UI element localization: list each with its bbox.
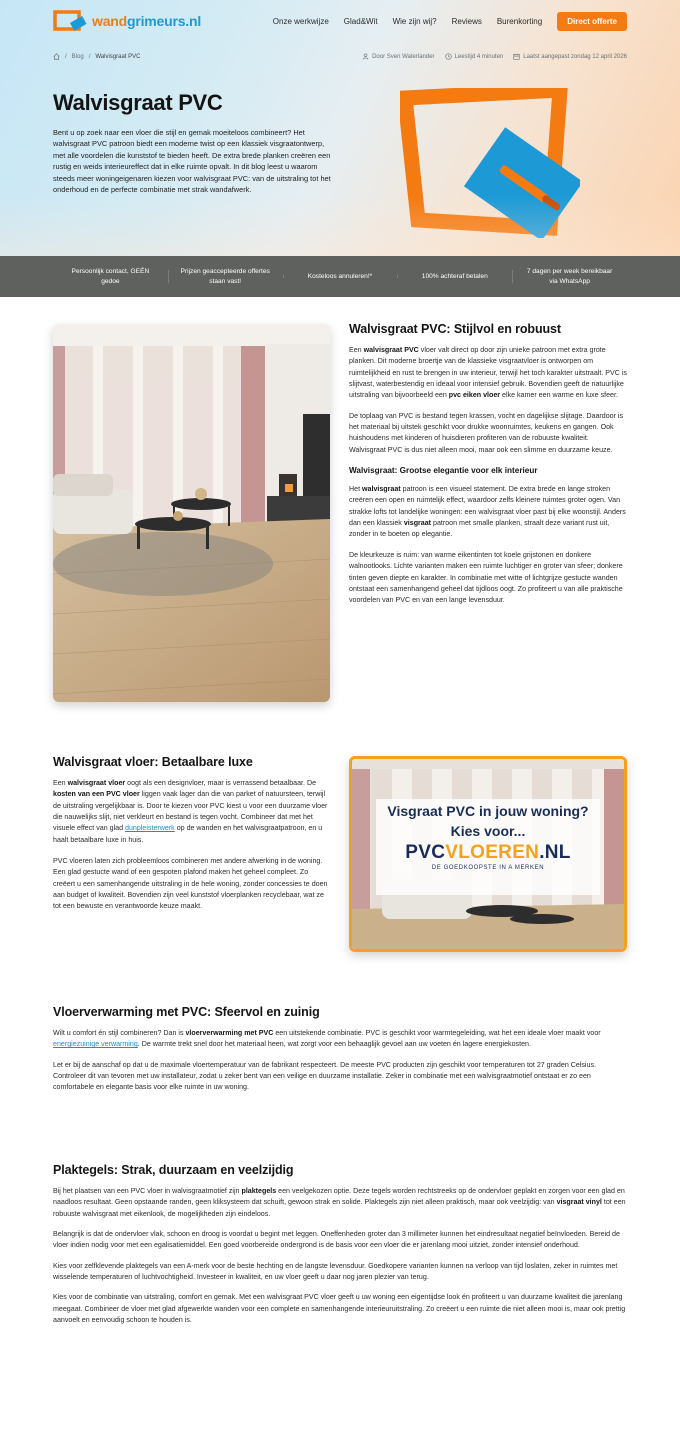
living-room-photo <box>53 324 330 702</box>
logo-text-bold: wand <box>92 13 127 29</box>
section-betaalbare-luxe <box>53 755 331 913</box>
paragraph: Het walvisgraat patroon is een visueel statement. De extra brede en lange stroken creëren een open en ruimtelijk effect, waardoor zelfs kleinere ruimtes groter ogen. Van strakke lofts tot landelijke woningen: een walvisgraat vloer past bij elke woonstijl. Anders dan een klassiek visgraat patroon met smalle planken, straalt deze variant rust uit, zonder in te boeten op elegantie. <box>349 485 626 539</box>
paragraph: Kies voor zelfklevende plaktegels van een A-merk voor de beste hechting en de langste levensduur. Goedkopere varianten kunnen na verloop van tijd loslaten, zeker in ruimtes met wisselende temperaturen of luchtvochtigheid. Investeer in kwaliteit, en uw vloer geeft u daar nog jaren plezier van terug. <box>53 1261 618 1282</box>
frame-trowel-illustration <box>400 88 580 238</box>
meta-read-time: Leestijd 4 minuten <box>454 53 504 60</box>
ad-subheadline: Kies voor... <box>450 823 526 839</box>
user-icon <box>362 53 369 60</box>
paragraph: De kleurkeuze is ruim: van warme eikentinten tot koele grijstonen en donkere walnootlooks. Lichte varianten maken een ruimte luchtiger en groter van sfeer; donkere tinten geven diepte en karakter. In combinatie met witte of lichtgrijze gestucte wanden ontstaat een samenhangend geheel dat tijdloos oogt. Zo profiteert u van alle praktische voordelen van PVC en van een lange levensduur. <box>349 550 623 605</box>
subsection-title: Walvisgraat: Grootse elegantie voor elk interieur <box>349 466 538 476</box>
ad-brand: PVCVLOEREN.NL <box>405 842 571 863</box>
paragraph: De toplaag van PVC is bestand tegen krassen, vocht en dagelijkse slijtage. Daardoor is het materiaal bij uitstek geschikt voor drukke woonruimtes, keukens en gangen. Ook huishoudens met kinderen of huisdieren profiteren van de robuuste kwaliteit. Walvisgraat PVC is dus niet alleen mooi, maar ook een slimme en duurzame keuze. <box>349 411 624 454</box>
usp-item: Kosteloos annuleren!* <box>283 272 398 281</box>
link-energiezuinige-verwarming[interactable]: energiezuinige verwarming <box>53 1040 138 1049</box>
paragraph: Let er bij de aanschaf op dat u de maximale vloertemperatuur van de fabrikant respecteert. De meeste PVC producten zijn geschikt voor temperaturen tot 27 graden Celsius. Controleer dit van tevoren met uw installateur, zodat u zeker bent van een veilige en duurzame installatie. Zeker in combinatie met een walvisgraatmotief ontstaat er zo een comfortabele en elegante basis voor elke ruimte in uw woning. <box>53 1060 596 1092</box>
ad-tagline: DE GOEDKOOPSTE IN A MERKEN <box>431 865 545 871</box>
clock-icon <box>445 53 452 60</box>
nav-item-wie-zijn-wij[interactable]: Wie zijn wij? <box>392 16 437 26</box>
section-plaktegels <box>53 1163 627 1326</box>
logo-frame-icon <box>53 10 87 32</box>
section-title: Walvisgraat PVC: Stijlvol en robuust <box>349 322 561 336</box>
paragraph: Belangrijk is dat de ondervloer vlak, schoon en droog is voordat u begint met leggen. Oneffenheden groter dan 3 millimeter kunnen het eindresultaat negatief beïnvloeden. Bereid de vloer indien nodig voor met een egalisatiemiddel. Een goed voorbereide ondergrond is de basis voor een vloer die er jarenlang mooi uitziet, zonder intensief onderhoud. <box>53 1230 620 1250</box>
paragraph: Bij het plaatsen van een PVC vloer in walvisgraatmotief zijn plaktegels een veelgekozen optie. Deze tegels worden rechtstreeks op de ondervloer geplakt en zorgen voor een glad en naadloos resultaat. Geen opstaande randen, geen kliksysteem dat schuift, gewoon strak en solide. Plaktegels zijn niet alleen praktisch, maar ook veelzijdig: van visgraat vinyl tot een robuuste walvisgraat met eikenlook, de mogelijkheden zijn eindeloos. <box>53 1187 626 1218</box>
breadcrumb-blog[interactable]: Blog <box>71 53 84 60</box>
pvcvloeren-ad-banner[interactable] <box>349 756 627 952</box>
top-nav <box>53 10 627 32</box>
paragraph: Een walvisgraat PVC vloer valt direct op door zijn unieke patroon met extra grote planken. Dit moderne broertje van de klassieke visgraatvloer is ontworpen om ruimtelijkheid en rust te brengen in uw interieur, terwijl het toch karakter uitstraalt. PVC is slijtvast, waterbestendig en ideaal voor intensief gebruik. Bovendien geeft de natuurlijke uitstraling van bijvoorbeeld een pvc eiken vloer elke kamer een warme en luxe sfeer. <box>349 346 627 400</box>
breadcrumb: / Blog / Walvisgraat PVC <box>53 53 140 60</box>
paragraph: Wilt u comfort én stijl combineren? Dan is vloerverwarming met PVC een uitstekende combinatie. PVC is geschikt voor warmtegeleiding, wat het een ideale vloer maakt voor energiezuinige verwarming. De warmte trekt snel door het materiaal heen, wat zorgt voor een behaaglijk gevoel aan uw voeten én lagere energiekosten. <box>53 1029 601 1049</box>
paragraph: Een walvisgraat vloer oogt als een designvloer, maar is verrassend betaalbaar. De kosten van een PVC vloer liggen vaak lager dan die van parket of natuursteen, terwijl de uitstraling vergelijkbaar is. Door te kiezen voor PVC kiest u voor een duurzame vloer die nauwelijks slijt, niet verkleurt en bestand is tegen vocht. Combineer dat met het visuele effect van glad dunpleisterwerk op de wanden en het walvisgraatpatroon, en u haalt betaalbare luxe in huis. <box>53 779 328 844</box>
link-dunpleisterwerk[interactable]: dunpleisterwerk <box>125 824 175 833</box>
section-title: Plaktegels: Strak, duurzaam en veelzijdig <box>53 1163 294 1177</box>
direct-offerte-button[interactable]: Direct offerte <box>557 12 627 31</box>
section-vloerverwarming <box>53 1005 627 1094</box>
paragraph: Kies voor de combinatie van uitstraling, comfort en gemak. Met een walvisgraat PVC vloer geeft u uw woning een eigentijdse look én profiteert u van duurzame kwaliteit die jarenlang meegaat. Combineer de vloer met glad afgewerkte wanden voor een complete en samenhangende interieuruitstraling. Zo creëert u een ruimte die niet alleen mooi is, maar ook prettig aanvoelt en eenvoudig schoon te houden is. <box>53 1293 626 1325</box>
usp-item: Persoonlijk contact, GEÉN gedoe <box>71 268 150 285</box>
hero-intro: Bent u op zoek naar een vloer die stijl en gemak moeiteloos combineert? Het walvisgraat PVC patroon biedt een moderne twist op een klassiek visgraatontwerp, met alle voordelen die kunststof te bieden heeft. De extra brede planken creëren een rustig en weids interieureffect dat in elke ruimte opvalt. In dit blog leest u waarom steeds meer woningeigenaren kiezen voor walvisgraat PVC: van de uitstraling tot het onderhoud en de perfecte combinatie met strak wandafwerk. <box>53 128 331 195</box>
article-meta <box>362 53 627 60</box>
usp-item: Prijzen geaccepteerde offertes staan vast! <box>168 267 283 285</box>
usp-item: 7 dagen per week bereikbaar via WhatsApp <box>512 267 627 285</box>
nav-item-werkwijze[interactable]: Onze werkwijze <box>272 16 329 26</box>
section-title: Vloerverwarming met PVC: Sfeervol en zuinig <box>53 1005 320 1019</box>
nav-item-reviews[interactable]: Reviews <box>451 16 482 26</box>
usp-bar <box>0 256 680 297</box>
nav-item-burenkorting[interactable]: Burenkorting <box>496 16 543 26</box>
breadcrumb-current: Walvisgraat PVC <box>95 53 141 60</box>
meta-author: Door Sven Waterlander <box>372 53 435 60</box>
nav-item-gladwit[interactable]: Glad&Wit <box>343 16 378 26</box>
logo[interactable] <box>53 10 201 32</box>
page-title: Walvisgraat PVC <box>53 90 223 115</box>
section-title: Walvisgraat vloer: Betaalbare luxe <box>53 755 253 769</box>
main-menu <box>273 12 627 31</box>
logo-text-rest: grimeurs.nl <box>126 13 202 29</box>
calendar-icon <box>513 53 520 60</box>
section-stijlvol-robuust <box>349 322 627 607</box>
meta-updated: Laatst aangepast zondag 12 april 2026 <box>523 53 627 60</box>
ad-headline: Visgraat PVC in jouw woning? <box>387 803 589 819</box>
usp-item: 100% achteraf betalen <box>397 272 512 281</box>
hero <box>0 0 680 256</box>
home-icon[interactable] <box>53 53 60 60</box>
paragraph: PVC vloeren laten zich probleemloos combineren met andere afwerking in de woning. Een glad gestucte wand of een gespoten plafond maken het geheel compleet. Zo creëert u een samenhangende uitstraling in de hele woning, zonder concessies te doen aan budget of kwaliteit. Bovendien zijn veel kunststof vloerplanken recyclebaar, wat ze tot een bewuste en verantwoorde keuze maakt. <box>53 857 328 911</box>
